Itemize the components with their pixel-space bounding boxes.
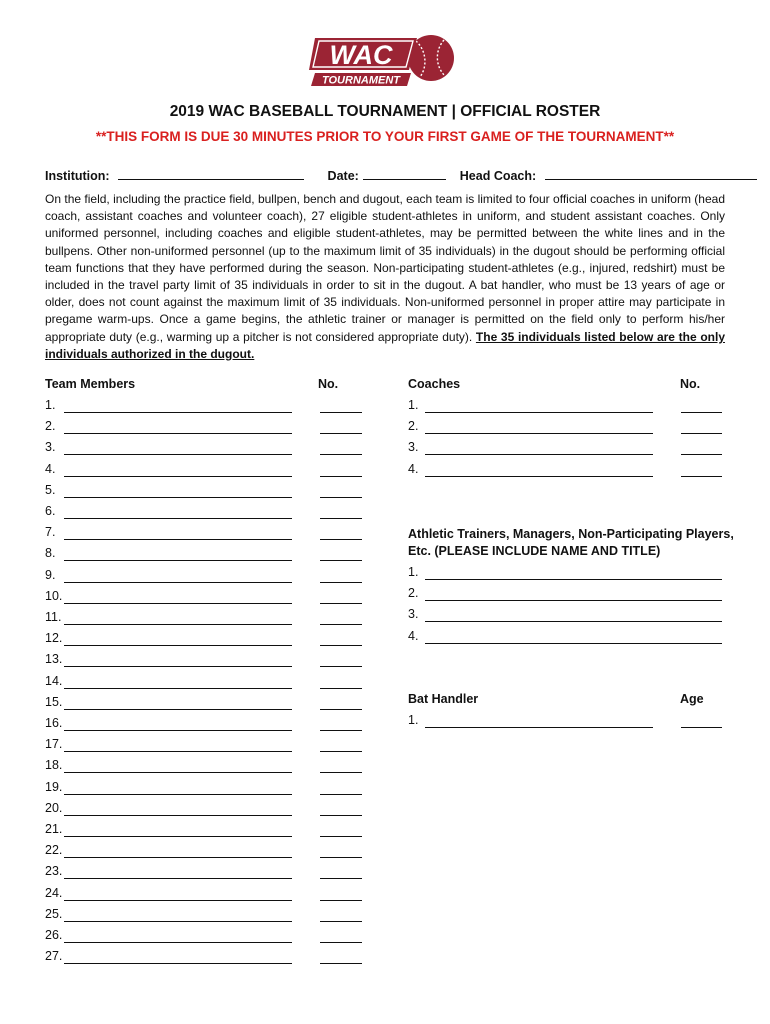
team-member-row	[45, 758, 365, 774]
coach-number-line[interactable]	[681, 454, 722, 455]
team-member-row	[45, 610, 365, 626]
jersey-number-line[interactable]	[320, 582, 362, 583]
institution-field[interactable]	[45, 167, 304, 183]
name-line[interactable]	[64, 772, 292, 773]
row-number: 14.	[45, 673, 63, 688]
jersey-number-line[interactable]	[320, 560, 362, 561]
team-member-row	[45, 843, 365, 859]
name-line[interactable]	[64, 645, 292, 646]
row-number: 18.	[45, 758, 63, 773]
name-line[interactable]	[425, 600, 722, 601]
name-line[interactable]	[64, 412, 292, 413]
jersey-number-line[interactable]	[320, 772, 362, 773]
jersey-number-line[interactable]	[320, 942, 362, 943]
team-member-row	[45, 398, 365, 414]
row-number: 7.	[45, 525, 56, 540]
team-member-row	[45, 462, 365, 478]
jersey-number-line[interactable]	[320, 815, 362, 816]
team-member-row	[45, 737, 365, 753]
row-number: 2.	[408, 419, 419, 434]
head-coach-label: Head Coach:	[459, 169, 537, 183]
name-line[interactable]	[64, 539, 292, 540]
team-member-row	[45, 822, 365, 838]
coach-number-line[interactable]	[681, 433, 722, 434]
name-line[interactable]	[64, 751, 292, 752]
team-member-row	[45, 864, 365, 880]
jersey-number-line[interactable]	[320, 645, 362, 646]
name-line[interactable]	[64, 518, 292, 519]
coach-row	[408, 440, 726, 456]
team-member-row	[45, 801, 365, 817]
name-line[interactable]	[64, 942, 292, 943]
team-member-row	[45, 716, 365, 732]
jersey-number-line[interactable]	[320, 666, 362, 667]
row-number: 26.	[45, 928, 63, 942]
row-number: 12.	[45, 631, 63, 646]
team-member-row	[45, 695, 365, 711]
jersey-number-line[interactable]	[320, 751, 362, 752]
team-member-row	[45, 504, 365, 520]
name-line[interactable]	[425, 643, 722, 644]
jersey-number-line[interactable]	[320, 518, 362, 519]
staff-row	[408, 607, 726, 623]
row-number: 1.	[408, 565, 419, 579]
team-member-row	[45, 546, 365, 562]
bat-handler-age-heading: Age	[680, 692, 704, 706]
date-line[interactable]	[363, 167, 446, 180]
name-line[interactable]	[64, 497, 292, 498]
jersey-number-line[interactable]	[320, 624, 362, 625]
team-member-row	[45, 419, 365, 435]
jersey-number-line[interactable]	[320, 857, 362, 858]
bat-handler-row	[408, 713, 726, 729]
name-line[interactable]	[64, 603, 292, 604]
jersey-number-line[interactable]	[320, 603, 362, 604]
age-line[interactable]	[681, 727, 722, 728]
instructions-text: On the field, including the practice field, bullpen, bench and dugout, each team is limited to four official coaches in uniform (head coach, assistant coaches and volunteer coach), 27 eligible student-athletes in uniform, and student assistant coaches. Only uniformed personnel, including coaches and eligible student-athletes, may be permitted between the white lines and in the bullpens. Other non-uniformed personnel (up to the maximum limit of 35 individuals) in the dugout should be performing official team functions that they have performed during the season. Non-participating student-athletes (e.g., injured, redshirt) must be included in the travel party limit of 35 individuals in order to sit in the dugout. A bat handler, who must be 13 years of age or older, does not count against the maximum limit of 35 individuals. Non-uniformed personnel in proper attire may participate in pregame warm-ups. Once a game begins, the athletic trainer or manager is permitted on the field only to perform his/her appropriate duty (e.g., warming up a pitcher is not considered appropriate duty).	[45, 192, 725, 344]
row-number: 5.	[45, 482, 56, 497]
row-number: 3.	[408, 607, 419, 622]
name-line[interactable]	[425, 454, 653, 455]
row-number: 6.	[45, 504, 56, 518]
row-number: 4.	[45, 461, 56, 476]
svg-text:TOURNAMENT: TOURNAMENT	[321, 74, 401, 87]
jersey-number-line[interactable]	[320, 412, 362, 413]
row-number: 3.	[45, 440, 56, 455]
coach-number-line[interactable]	[681, 412, 722, 413]
jersey-number-line[interactable]	[320, 454, 362, 455]
row-number: 2.	[45, 419, 56, 434]
bat-handler-heading: Bat Handler	[408, 692, 479, 706]
row-number: 2.	[408, 586, 419, 601]
row-number: 10.	[45, 588, 63, 603]
name-line[interactable]	[64, 878, 292, 879]
staff-row	[408, 629, 726, 645]
jersey-number-line[interactable]	[320, 921, 362, 922]
name-line[interactable]	[64, 857, 292, 858]
row-number: 1.	[45, 398, 56, 412]
team-member-row	[45, 949, 365, 965]
row-number: 1.	[408, 713, 419, 727]
staff-heading: Athletic Trainers, Managers, Non-Participating Players, Etc. (PLEASE INCLUDE NAME AND TITLE)	[408, 527, 734, 558]
name-line[interactable]	[425, 476, 653, 477]
jersey-number-line[interactable]	[320, 497, 362, 498]
team-member-row	[45, 886, 365, 902]
team-member-row	[45, 483, 365, 499]
name-line[interactable]	[64, 476, 292, 477]
baseball-logo-icon	[305, 30, 460, 90]
row-number: 15.	[45, 694, 63, 709]
team-members-no-heading: No.	[318, 377, 339, 391]
team-member-row	[45, 589, 365, 605]
coaches-heading: Coaches	[408, 377, 461, 391]
team-member-row	[45, 674, 365, 690]
name-line[interactable]	[425, 727, 653, 728]
head-coach-field[interactable]	[460, 167, 757, 183]
date-field[interactable]	[328, 167, 447, 183]
name-line[interactable]	[64, 666, 292, 667]
jersey-number-line[interactable]	[320, 878, 362, 879]
jersey-number-line[interactable]	[320, 539, 362, 540]
row-number: 21.	[45, 822, 63, 836]
name-line[interactable]	[64, 560, 292, 561]
row-number: 11.	[45, 610, 62, 624]
jersey-number-line[interactable]	[320, 900, 362, 901]
staff-row	[408, 586, 726, 602]
institution-line[interactable]	[118, 167, 304, 180]
team-member-row	[45, 780, 365, 796]
date-label: Date:	[327, 169, 359, 183]
coach-row	[408, 462, 726, 478]
jersey-number-line[interactable]	[320, 963, 362, 964]
name-line[interactable]	[64, 688, 292, 689]
staff-row	[408, 565, 726, 581]
row-number: 3.	[408, 440, 419, 455]
row-number: 13.	[45, 652, 63, 667]
coach-row	[408, 398, 726, 414]
row-number: 9.	[45, 567, 56, 582]
name-line[interactable]	[425, 621, 722, 622]
row-number: 20.	[45, 800, 63, 815]
coaches-no-heading: No.	[680, 377, 701, 391]
row-number: 1.	[408, 398, 419, 412]
instructions-paragraph	[45, 191, 725, 363]
coach-row	[408, 419, 726, 435]
name-line[interactable]	[425, 579, 722, 580]
row-number: 24.	[45, 885, 63, 900]
name-line[interactable]	[64, 730, 292, 731]
team-member-row	[45, 652, 365, 668]
name-line[interactable]	[425, 412, 653, 413]
team-member-row	[45, 631, 365, 647]
team-member-row	[45, 568, 365, 584]
row-number: 16.	[45, 716, 63, 730]
team-member-row	[45, 440, 365, 456]
jersey-number-line[interactable]	[320, 433, 362, 434]
name-line[interactable]	[64, 836, 292, 837]
row-number: 8.	[45, 546, 56, 561]
row-number: 4.	[408, 628, 419, 643]
name-line[interactable]	[64, 624, 292, 625]
row-number: 17.	[45, 737, 63, 752]
jersey-number-line[interactable]	[320, 709, 362, 710]
name-line[interactable]	[64, 794, 292, 795]
name-line[interactable]	[64, 963, 292, 964]
name-line[interactable]	[64, 709, 292, 710]
name-line[interactable]	[64, 815, 292, 816]
row-number: 19.	[45, 779, 63, 794]
header-fields	[45, 167, 757, 183]
row-number: 27.	[45, 949, 63, 964]
svg-text:WAC: WAC	[329, 40, 393, 70]
name-line[interactable]	[64, 433, 292, 434]
jersey-number-line[interactable]	[320, 730, 362, 731]
page-title: 2019 WAC BASEBALL TOURNAMENT | OFFICIAL ROSTER	[169, 103, 601, 120]
name-line[interactable]	[425, 433, 653, 434]
team-member-row	[45, 928, 365, 944]
instructions-emphasis: The 35 individuals listed below are the only individuals authorized in the dugout.	[45, 329, 725, 361]
row-number: 22.	[45, 843, 63, 858]
due-notice: **THIS FORM IS DUE 30 MINUTES PRIOR TO YOUR FIRST GAME OF THE TOURNAMENT**	[95, 129, 675, 144]
row-number: 25.	[45, 906, 63, 921]
name-line[interactable]	[64, 900, 292, 901]
team-member-row	[45, 907, 365, 923]
team-member-row	[45, 525, 365, 541]
team-members-heading: Team Members	[45, 377, 136, 391]
jersey-number-line[interactable]	[320, 794, 362, 795]
name-line[interactable]	[64, 582, 292, 583]
institution-label: Institution:	[45, 169, 110, 183]
name-line[interactable]	[64, 454, 292, 455]
jersey-number-line[interactable]	[320, 836, 362, 837]
row-number: 23.	[45, 864, 63, 879]
wac-tournament-logo	[305, 30, 460, 90]
name-line[interactable]	[64, 921, 292, 922]
head-coach-line[interactable]	[545, 167, 757, 180]
coach-number-line[interactable]	[681, 476, 722, 477]
jersey-number-line[interactable]	[320, 476, 362, 477]
row-number: 4.	[408, 461, 419, 476]
jersey-number-line[interactable]	[320, 688, 362, 689]
